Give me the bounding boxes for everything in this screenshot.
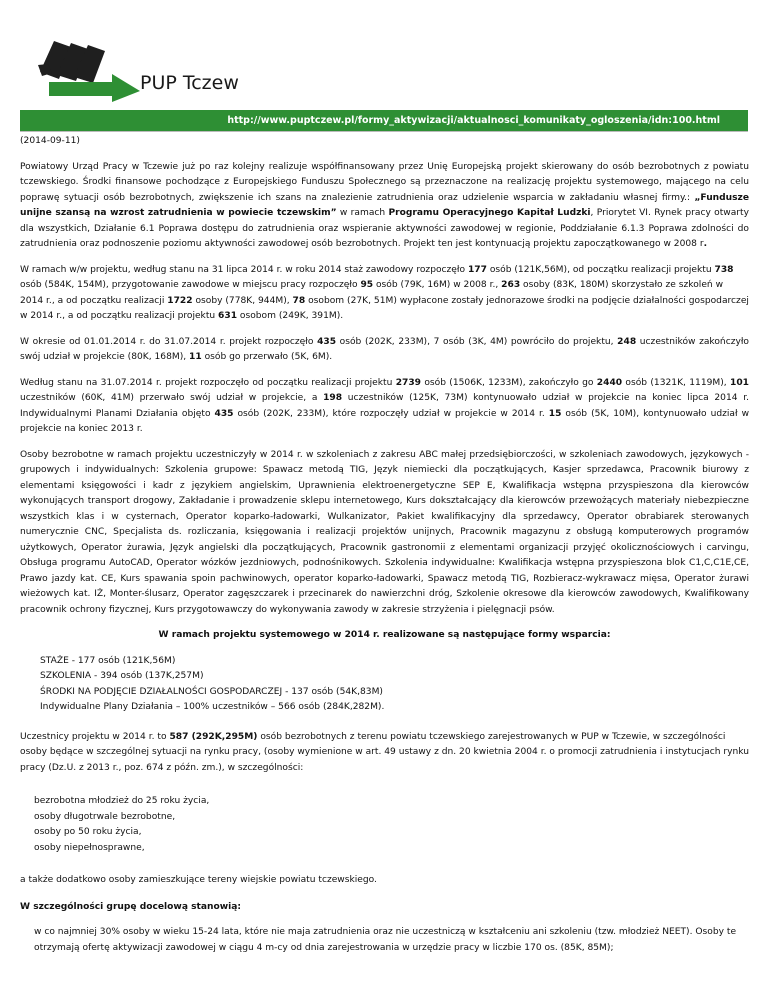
text: . xyxy=(703,239,708,249)
list-item: w co najmniej 30% osoby w wieku 15-24 lata, które nie maja zatrudnienia oraz nie uczestniczą w kształceniu ani szkoleniu (tzw. młodzież NEET). Osoby te otrzymają ofertę aktywizacji zawodowej w ciągu 4 m-cy od dnia zarejestrowania w urzędzie pracy w liczbie 170 os. (85K, 85M); xyxy=(34,927,737,953)
text: osób (202K, 233M), 7 osób (3K, 4M) powróciło do projektu, xyxy=(336,336,618,347)
stat-value: 738 xyxy=(714,264,734,275)
list-item: osoby po 50 roku życia, xyxy=(34,827,142,837)
text: W ramach w/w projektu, według stanu na 31 lipca 2014 r. w roku 2014 staż zawodowy rozpoczęło xyxy=(20,264,468,275)
stat-value: 95 xyxy=(360,280,374,290)
list-item: STAŻE - 177 osób (121K,56M) xyxy=(40,655,176,666)
text: uczestników (125K, 73M) kontynuowało udział w projekcie na koniec lipca 2014 r. Indywidualnymi Planami Działania objęto xyxy=(20,393,749,419)
rural-note: a także dodatkowo osoby zamieszkujące tereny wiejskie powiatu tczewskiego. xyxy=(20,875,377,885)
text: osób (79K, 16M) w 2008 r., xyxy=(373,280,502,290)
text: w ramach xyxy=(336,208,389,218)
stats-paragraph-3 xyxy=(20,376,749,438)
stats-paragraph-1 xyxy=(20,263,749,325)
groups-list xyxy=(34,794,749,856)
text: W okresie od 01.01.2014 r. do 31.07.2014 r. projekt rozpoczęło xyxy=(20,336,318,347)
stat-value: 2739 xyxy=(395,377,422,388)
article-url-link[interactable]: http://www.puptczew.pl/formy_aktywizacji/aktualnosci_komunikaty_ogloszenia/idn:100.html xyxy=(227,115,720,126)
list-item: osoby długotrwale bezrobotne, xyxy=(34,811,176,822)
target-group-heading: W szczególności grupę docelową stanowią: xyxy=(20,901,242,912)
intro-paragraph xyxy=(20,160,749,253)
stat-value: 435 xyxy=(214,408,234,419)
text: osób (5K, 10M), kontynuowało udział w projekcie na koniec 2013 r. xyxy=(20,408,750,434)
list-item: osoby niepełnosprawne, xyxy=(34,842,145,853)
article-date: (2014-09-11) xyxy=(20,136,80,146)
stat-value: 2440 xyxy=(596,377,623,388)
text: osób (1506K, 1233M), zakończyło go xyxy=(421,377,597,388)
stat-value: 101 xyxy=(730,377,749,388)
text: osoby (778K, 944M), xyxy=(192,295,293,306)
list-item: SZKOLENIA - 394 osób (137K,257M) xyxy=(40,671,204,681)
stat-value: 631 xyxy=(218,311,238,321)
program-name: Programu Operacyjnego Kapitał Ludzki xyxy=(388,208,591,218)
forms-heading: W ramach projektu systemowego w 2014 r. realizowane są następujące formy wsparcia: xyxy=(158,630,611,640)
stat-value: 248 xyxy=(617,336,637,347)
stats-paragraph-2 xyxy=(20,335,749,366)
stat-value: 177 xyxy=(467,264,487,275)
text: osób bezrobotnych z terenu powiatu tczewskiego zarejestrowanych w PUP w Tczewie, w szczególności osoby będące w szczególnej sytuacji na rynku pracy, (osoby wymienione w art. 49 ustawy z dn. 20 kwietnia 2004 r. o promocji zatrudnienia i instytucjach rynku pracy (Dz.U. z 2013 r., poz. 674 z późn. zm.), w szczególności: xyxy=(20,731,750,773)
text: osoby (83K, 180M) skorzystało ze szkoleń w 2014 r., a od początku realizacji xyxy=(20,280,724,306)
stat-value: 78 xyxy=(292,295,306,306)
stat-value: 198 xyxy=(323,393,343,403)
list-item: Indywidualne Plany Działania – 100% uczestników – 566 osób (284K,282M). xyxy=(40,702,385,712)
target-group-list xyxy=(34,925,749,956)
project-title: „Fundusze unijne szansą na wzrost zatrudnienia w powiecie tczewskim” xyxy=(20,192,749,218)
text: uczestników (60K, 41M) przerwało swój udział w projekcie, a xyxy=(20,393,324,403)
training-paragraph: Osoby bezrobotne w ramach projektu uczestniczyły w 2014 r. w szkoleniach z zakresu ABC małej przedsiębiorczości, w szkoleniach zawodowych, językowych - grupowych i indywidualnych: Szkolenia grupowe: Spawacz metodą TIG, Język niemiecki dla początkujących, Kasjer sprzedawca, Pracownik biurowy z elementami księgowości i kadr z językiem angielskim, Uprawnienia elektroenergetyczne SEP E, Kwalifikacja wstępna przyspieszona dla kierowców wykonujących transport drogowy, Zakładanie i prowadzenie sklepu internetowego, Kurs dokształcający dla kierowców przewożących materiały niebezpieczne wszystkich klas i w cysternach, Operator koparko-ładowarki, Wulkanizator, Pakiet kwalifikacyjny dla sprzedawcy, Operator obrabiarek sterowanych numerycznie CNC, Specjalista ds. rozliczania, księgowania i realizacji projektów unijnych, Pracownik magazynu z obsługą komputerowych programów użytkowych, Operator żurawia, Język angielski dla początkujących, Pracownik gastronomii z elementami organizacji przyjęć okolicznościowych i carvingu, Obsługa programu AutoCAD, Operator wózków jezdniowych, podnośnikowych. Szkolenia indywidualne: Kwalifikacja wstępna przyspieszona blok C1,C,C1E,CE, Prawo jazdy kat. CE, Kurs spawania spoin pachwinowych, operator koparko-ładowarki, Spawacz metodą TIG, Rozbieracz-wykrawacz mięsa, Operator żurawi wieżowych kat. IŻ, Monter-ślusarz, Operator zagęszczarek i przecinarek do nawierzchni dróg, Szkolenie okresowe dla kierowców zawodowych, Kwalifikowany pracownik ochrony fizycznej, Kurs przygotowawczy do wykonywania zawody w zakresie strzyżenia i pielęgnacji psów. xyxy=(20,449,749,615)
stat-value: 587 (292K,295M) xyxy=(169,731,258,742)
list-item: ŚRODKI NA PODJĘCIE DZIAŁALNOŚCI GOSPODARCZEJ - 137 osób (54K,83M) xyxy=(40,686,383,697)
text: uczestników zakończyło swój udział w projekcie (80K, 168M), xyxy=(20,336,750,362)
text: osobom (27K, 51M) wypłacone zostały jednorazowe środki na podjęcie działalności gospodarczej w 2014 r., a od początku realizacji projektu xyxy=(20,295,749,321)
site-brand[interactable]: PUP Tczew xyxy=(140,72,239,94)
text: osób (584K, 154M), przygotowanie zawodowe w miejscu pracy rozpoczęło xyxy=(20,280,361,290)
text: osób go przerwało (5K, 6M). xyxy=(201,352,333,362)
text: osób (121K,56M), od początku realizacji projektu xyxy=(486,264,715,275)
stat-value: 15 xyxy=(548,408,562,419)
text: Powiatowy Urząd Pracy w Tczewie już po raz kolejny realizuje współfinansowany przez Unię Europejską projekt skierowany do osób bezrobotnych z powiatu tczewskiego. Środki finansowe pochodzące z Europejskiego Funduszu Społecznego są przeznaczone na realizację projektu systemowego, mającego na celu poprawę sytuacji osób bezrobotnych, zwiększenie ich szans na znalezienie zatrudnienia oraz udzielenie wsparcia w zakładaniu własnej firmy.: xyxy=(20,161,749,203)
pup-logo-icon xyxy=(34,40,144,102)
text: , Priorytet VI. Rynek pracy otwarty dla wszystkich, Działanie 6.1 Poprawa dostępu do zatrudnienia oraz wspieranie aktywności zawodowej w regionie, Poddziałanie 6.1.3 Poprawa zdolności do zatrudnienia oraz podnoszenie poziomu aktywności zawodowej osób bezrobotnych. Projekt ten jest kontynuacją projektu zapoczątkowanego w 2008 r xyxy=(20,208,749,249)
stat-value: 11 xyxy=(189,352,202,362)
text: osobom (249K, 391M). xyxy=(237,311,344,321)
url-bar xyxy=(20,110,748,132)
stat-value: 435 xyxy=(317,336,337,347)
stat-value: 1722 xyxy=(167,295,193,306)
text: Uczestnicy projektu w 2014 r. to xyxy=(20,731,170,742)
text: Według stanu na 31.07.2014 r. projekt rozpoczęło od początku realizacji projektu xyxy=(20,377,396,388)
list-item: bezrobotna młodzież do 25 roku życia, xyxy=(34,796,210,806)
text: osób (202K, 233M), które rozpoczęły udział w projekcie w 2014 r. xyxy=(233,408,549,419)
text: osób (1321K, 1119M), xyxy=(622,377,730,388)
forms-list xyxy=(40,654,749,716)
stat-value: 263 xyxy=(501,280,521,290)
participants-paragraph xyxy=(20,730,749,777)
article-content xyxy=(20,134,749,956)
